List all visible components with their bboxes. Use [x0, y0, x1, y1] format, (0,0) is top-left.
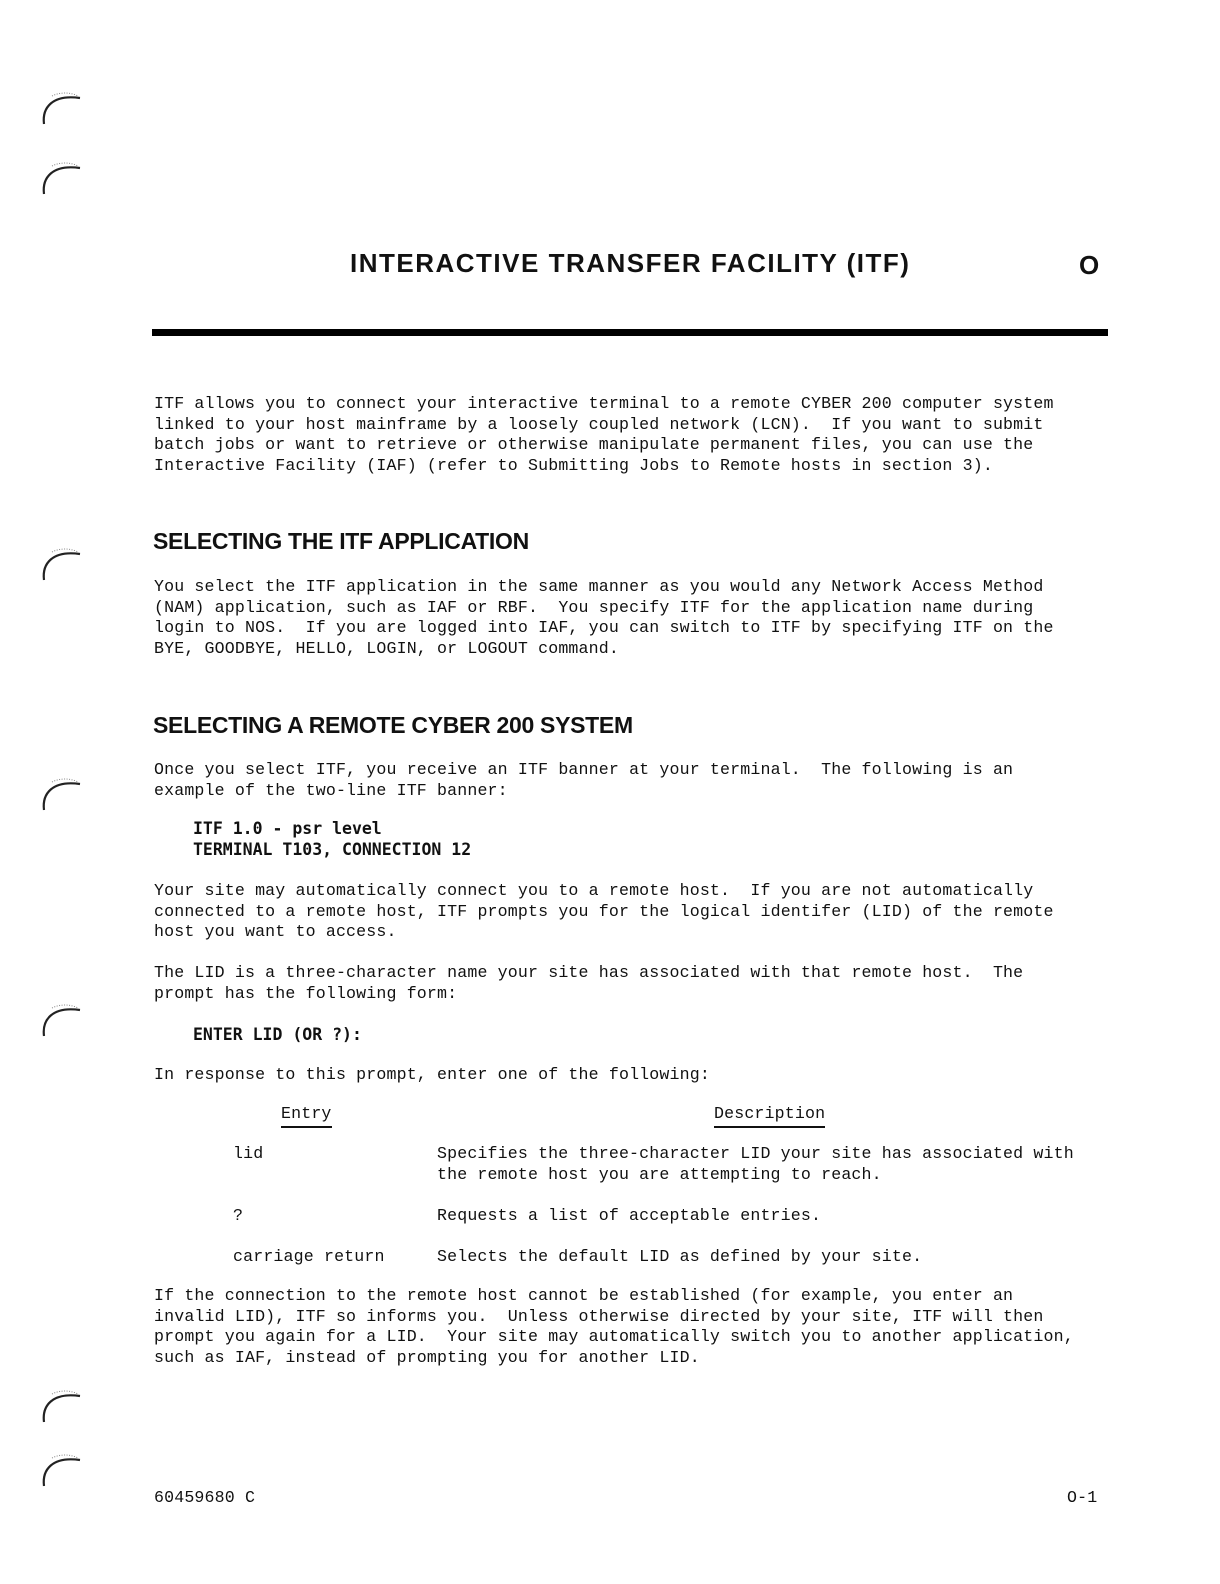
page-title: INTERACTIVE TRANSFER FACILITY (ITF): [350, 248, 911, 278]
table-row-description: Requests a list of acceptable entries.: [437, 1206, 822, 1225]
remote-system-paragraph-3: The LID is a three-character name your site has associated with that remote host. The prompt has the following form:: [154, 963, 1024, 1003]
table-row-entry: carriage return: [233, 1247, 385, 1266]
section-heading-remote-system: SELECTING A REMOTE CYBER 200 SYSTEM: [153, 712, 633, 738]
itf-banner-line-1: ITF 1.0 - psr level: [193, 819, 382, 838]
table-row-description: Selects the default LID as defined by your site.: [437, 1247, 923, 1266]
punch-hole-icon: [38, 1448, 82, 1488]
remote-system-paragraph-1: Once you select ITF, you receive an ITF banner at your terminal. The following is an example of the two-line ITF banner:: [154, 760, 1014, 800]
itf-banner-line-2: TERMINAL T103, CONNECTION 12: [193, 840, 472, 859]
punch-hole-icon: [38, 1384, 82, 1424]
lid-prompt: ENTER LID (OR ?):: [193, 1025, 362, 1044]
footer-page-number: O-1: [1067, 1488, 1098, 1507]
table-row-description: Specifies the three-character LID your site has associated with the remote host you are attempting to reach.: [437, 1144, 1074, 1184]
punch-hole-icon: [38, 772, 82, 812]
section-application-body: You select the ITF application in the same manner as you would any Network Access Method (NAM) application, such as IAF or RBF. You specify ITF for the application name during login to NOS. If you are logged into IAF, you can switch to ITF by specifying ITF on the BYE, GOODBYE, HELLO, LOGIN, or LOGOUT command.: [154, 577, 1054, 658]
remote-system-paragraph-5: If the connection to the remote host cannot be established (for example, you enter an invalid LID), ITF so informs you. Unless otherwise directed by your site, ITF will then prompt you again for a LID. Your site may automatically switch you to another application, such as IAF, instead of prompting you for another LID.: [154, 1286, 1074, 1367]
table-row-entry: ?: [233, 1206, 244, 1225]
table-header-description: Description: [714, 1104, 825, 1128]
section-letter: O: [1079, 250, 1100, 280]
section-heading-application: SELECTING THE ITF APPLICATION: [153, 528, 529, 554]
punch-hole-icon: [38, 542, 82, 582]
title-rule: [152, 329, 1108, 336]
footer-doc-number: 60459680 C: [154, 1488, 256, 1507]
remote-system-paragraph-2: Your site may automatically connect you to a remote host. If you are not automatically connected to a remote host, ITF prompts you for the logical identifer (LID) of the remote host you want to access.: [154, 881, 1054, 941]
punch-hole-icon: [38, 86, 82, 126]
punch-hole-icon: [38, 156, 82, 196]
punch-hole-icon: [38, 998, 82, 1038]
intro-paragraph: ITF allows you to connect your interactive terminal to a remote CYBER 200 computer system linked to your host mainframe by a loosely coupled network (LCN). If you want to submit batch jobs or want to retrieve or otherwise manipulate permanent files, you can use the Interactive Facility (IAF) (refer to Submitting Jobs to Remote hosts in section 3).: [154, 394, 1054, 475]
table-header-entry: Entry: [281, 1104, 332, 1128]
table-row-entry: lid: [233, 1144, 264, 1163]
remote-system-paragraph-4: In response to this prompt, enter one of the following:: [154, 1065, 710, 1084]
